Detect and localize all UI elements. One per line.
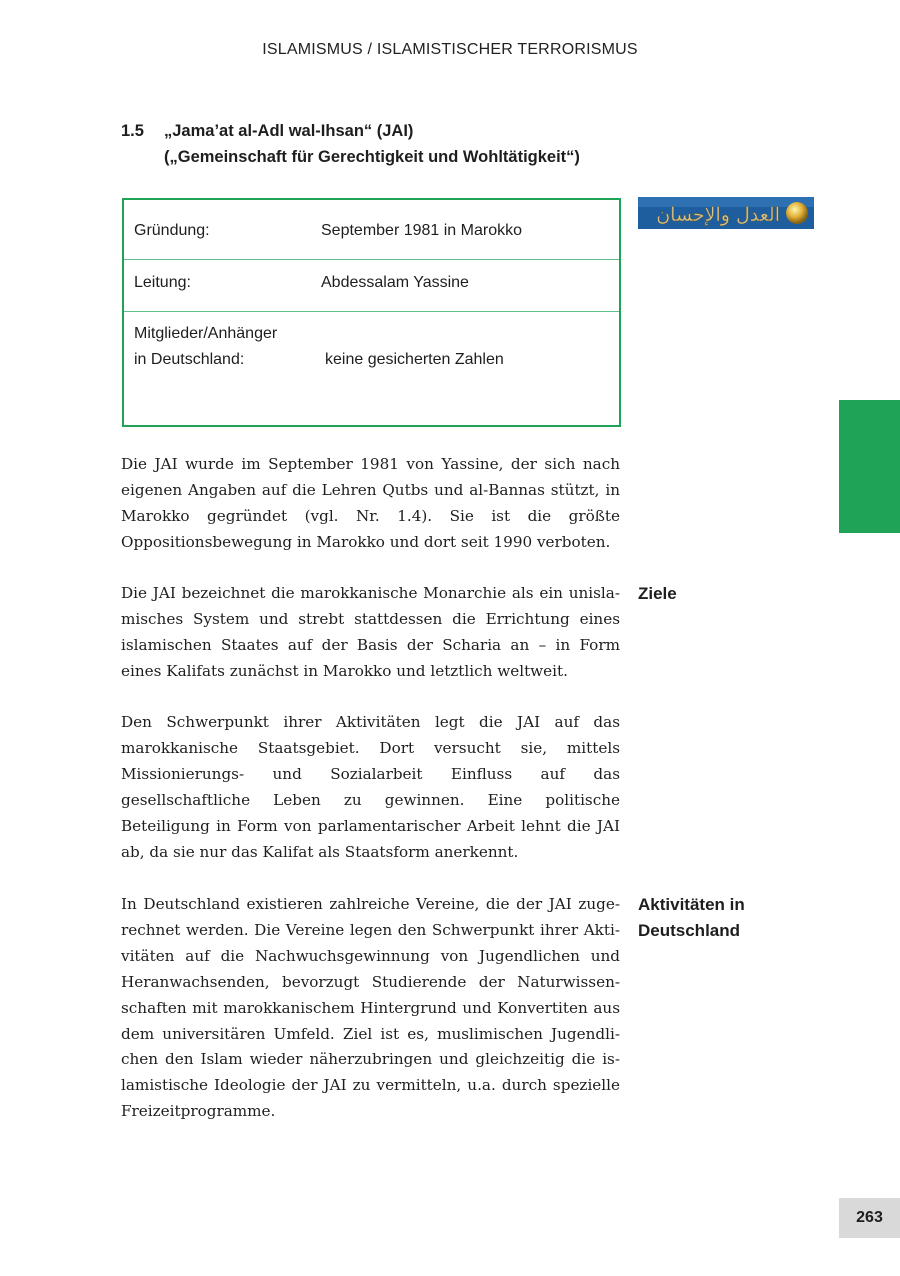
fact-label: Mitglieder/Anhänger (134, 325, 278, 342)
fact-value: September 1981 in Marokko (321, 222, 522, 239)
margin-note-line: Aktivitäten in (638, 895, 745, 914)
paragraph-founding: Die JAI wurde im September 1981 von Yassine, der sich nach eigenen Angaben auf die Lehren Qutbs und al-Bannas stützt, in Marokko gegründet (vgl. Nr. 1.4). Sie ist die größte Oppositionsbewegung in Marokko und dort seit 1990 verboten. (121, 455, 620, 551)
fact-row-leadership (124, 260, 619, 312)
fact-value: keine gesicherten Zahlen (325, 351, 504, 368)
fact-label: Gründung: (134, 222, 210, 239)
fact-row-members (124, 312, 619, 425)
paragraph-germany: In Deutschland existieren zahlreiche Vereine, die der JAI zugerechnet werden. Die Vereine legen den Schwerpunkt ihrer Aktivitäten auf die Nachwuchsgewinnung von Jugendlichen und Heranwachsenden, bevorzugt Studierende der Naturwissenschaften mit marokkanischem Hintergrund und Konvertiten aus dem universitären Umfeld. Ziel ist es, muslimischen Jugendlichen den Islam wieder näherzubringen und gleichzeitig die islamistische Ideologie der JAI zu vermitteln, u.a. durch spezielle Freizeitprogramme. (121, 895, 620, 1121)
page-number: 263 (839, 1198, 900, 1238)
margin-note-goals: Ziele (638, 584, 677, 603)
running-head: ISLAMISMUS / ISLAMISTISCHER TERRORISMUS (262, 41, 638, 58)
fact-label: Leitung: (134, 274, 191, 291)
margin-note-line: Deutschland (638, 921, 741, 940)
logo-graphic (638, 197, 814, 229)
fact-label: in Deutschland: (134, 351, 245, 368)
paragraph-goals: Die JAI bezeichnet die marokkanische Monarchie als ein unislamisches System und strebt stattdessen die Errichtung eines islamischen Staates auf der Basis der Scharia an – in Form eines Kalifats zunächst in Marokko und letztlich weltweit. (121, 584, 620, 680)
logo-arabic-text: العدل والإحسان (656, 204, 780, 226)
organization-logo (638, 197, 814, 229)
section-number: 1.5 (121, 122, 144, 140)
fact-value: Abdessalam Yassine (321, 274, 469, 291)
chapter-tab (839, 400, 900, 533)
section-subtitle: („Gemeinschaft für Gerechtigkeit und Wohltätigkeit“) (164, 148, 580, 166)
section-title: „Jama’at al-Adl wal-Ihsan“ (JAI) (164, 122, 414, 140)
globe-icon (786, 202, 808, 224)
paragraph-focus: Den Schwerpunkt ihrer Aktivitäten legt die JAI auf das marokkanische Staatsgebiet. Dort versucht sie, mittels Missionierungs- und Sozialarbeit Einfluss auf das gesellschaftliche Leben zu gewinnen. Eine politische Beteiligung in Form von parlamentarischer Arbeit lehnt die JAI ab, da sie nur das Kalifat als Staatsform anerkennt. (121, 713, 620, 861)
fact-box (122, 198, 621, 427)
fact-row-founding (124, 200, 619, 260)
margin-note-activities (638, 892, 745, 944)
